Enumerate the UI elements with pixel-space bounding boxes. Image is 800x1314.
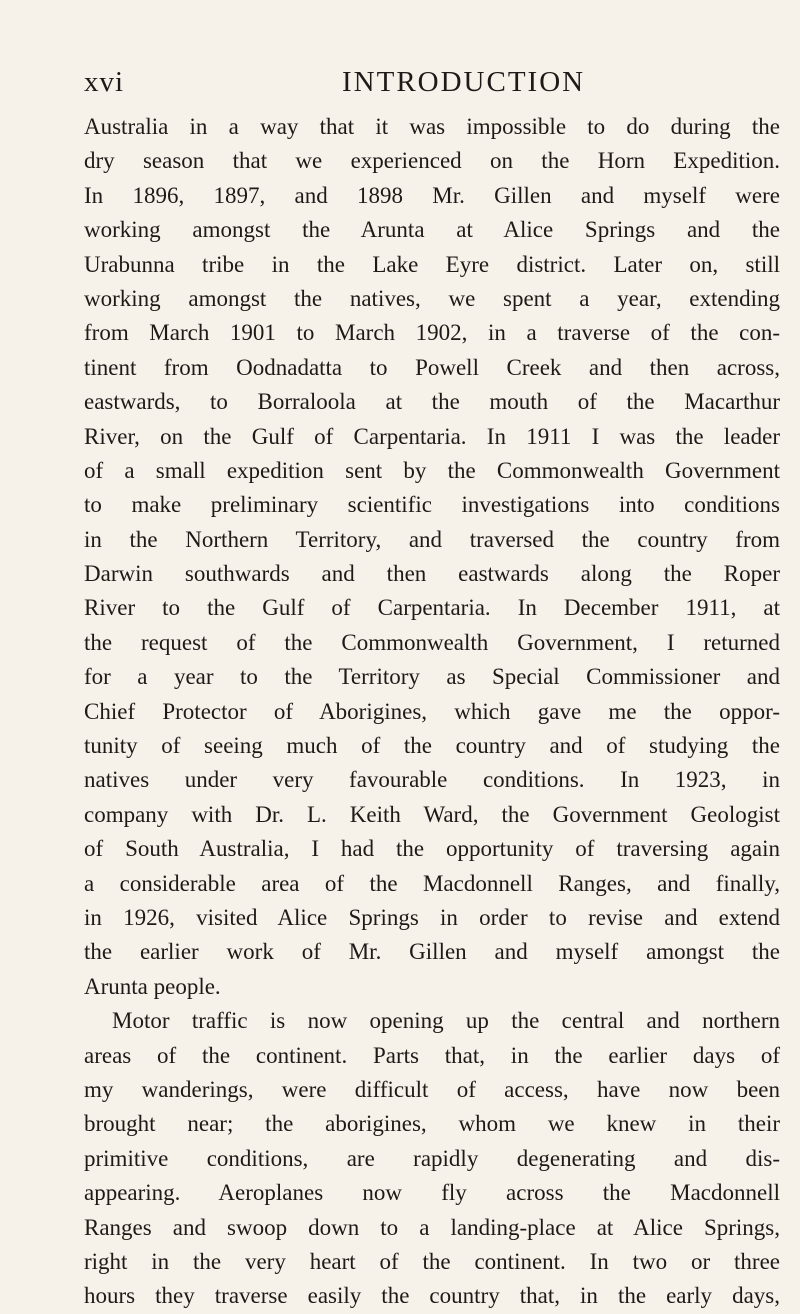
text-line: from March 1901 to March 1902, in a traverse of the con- bbox=[84, 320, 780, 346]
text-line: for a year to the Territory as Special Commissioner and bbox=[84, 664, 780, 690]
section-title: INTRODUCTION bbox=[342, 66, 586, 98]
text-line: brought near; the aborigines, whom we knew in their bbox=[84, 1111, 780, 1137]
text-line: of South Australia, I had the opportunity of traversing again bbox=[84, 836, 780, 862]
text-line: Australia in a way that it was impossible to do during the bbox=[84, 114, 780, 139]
text-line: River, on the Gulf of Carpentaria. In 1911 I was the leader bbox=[84, 423, 780, 449]
text-line: working amongst the Arunta at Alice Springs and the bbox=[84, 217, 780, 243]
text-line: Darwin southwards and then eastwards along the Roper bbox=[84, 561, 780, 587]
text-line: River to the Gulf of Carpentaria. In December 1911, at bbox=[84, 595, 780, 621]
body-text bbox=[84, 110, 780, 1314]
text-line: a considerable area of the Macdonnell Ranges, and finally, bbox=[84, 870, 780, 896]
text-line: eastwards, to Borraloola at the mouth of the Macarthur bbox=[84, 389, 780, 415]
running-head bbox=[84, 66, 780, 106]
text-line: Motor traffic is now opening up the central and northern bbox=[112, 1008, 780, 1034]
text-line: the request of the Commonwealth Government, I returned bbox=[84, 629, 780, 655]
text-line: to make preliminary scientific investigations into conditions bbox=[84, 492, 780, 518]
text-line: Urabunna tribe in the Lake Eyre district. Later on, still bbox=[84, 251, 780, 277]
text-line: right in the very heart of the continent. In two or three bbox=[84, 1248, 780, 1274]
text-line: in 1926, visited Alice Springs in order to revise and extend bbox=[84, 904, 780, 930]
text-line: primitive conditions, are rapidly degenerating and dis- bbox=[84, 1145, 780, 1171]
text-line: Chief Protector of Aborigines, which gave me the oppor- bbox=[84, 698, 780, 724]
paragraph-1 bbox=[84, 110, 780, 1004]
text-line: In 1896, 1897, and 1898 Mr. Gillen and myself were bbox=[84, 182, 780, 208]
text-line: Arunta people. bbox=[84, 973, 221, 999]
text-line: hours they traverse easily the country that, in the early days, bbox=[84, 1283, 780, 1309]
text-line: my wanderings, were difficult of access, have now been bbox=[84, 1076, 780, 1102]
text-line: working amongst the natives, we spent a year, extending bbox=[84, 285, 780, 311]
text-line: of a small expedition sent by the Commonwealth Government bbox=[84, 457, 780, 483]
text-line: in the Northern Territory, and traversed the country from bbox=[84, 526, 780, 552]
text-line: natives under very favourable conditions. In 1923, in bbox=[84, 767, 780, 793]
text-line: the earlier work of Mr. Gillen and myself amongst the bbox=[84, 939, 780, 965]
text-line: company with Dr. L. Keith Ward, the Government Geologist bbox=[84, 801, 780, 827]
text-line: areas of the continent. Parts that, in the earlier days of bbox=[84, 1042, 780, 1068]
paragraph-2 bbox=[84, 1004, 780, 1314]
text-line: tunity of seeing much of the country and of studying the bbox=[84, 733, 780, 759]
text-line: appearing. Aeroplanes now fly across the Macdonnell bbox=[84, 1180, 780, 1206]
text-line: dry season that we experienced on the Horn Expedition. bbox=[84, 148, 780, 174]
page-number: xvi bbox=[84, 66, 125, 98]
text-line: tinent from Oodnadatta to Powell Creek and then across, bbox=[84, 354, 780, 380]
text-line: Ranges and swoop down to a landing-place at Alice Springs, bbox=[84, 1214, 780, 1240]
